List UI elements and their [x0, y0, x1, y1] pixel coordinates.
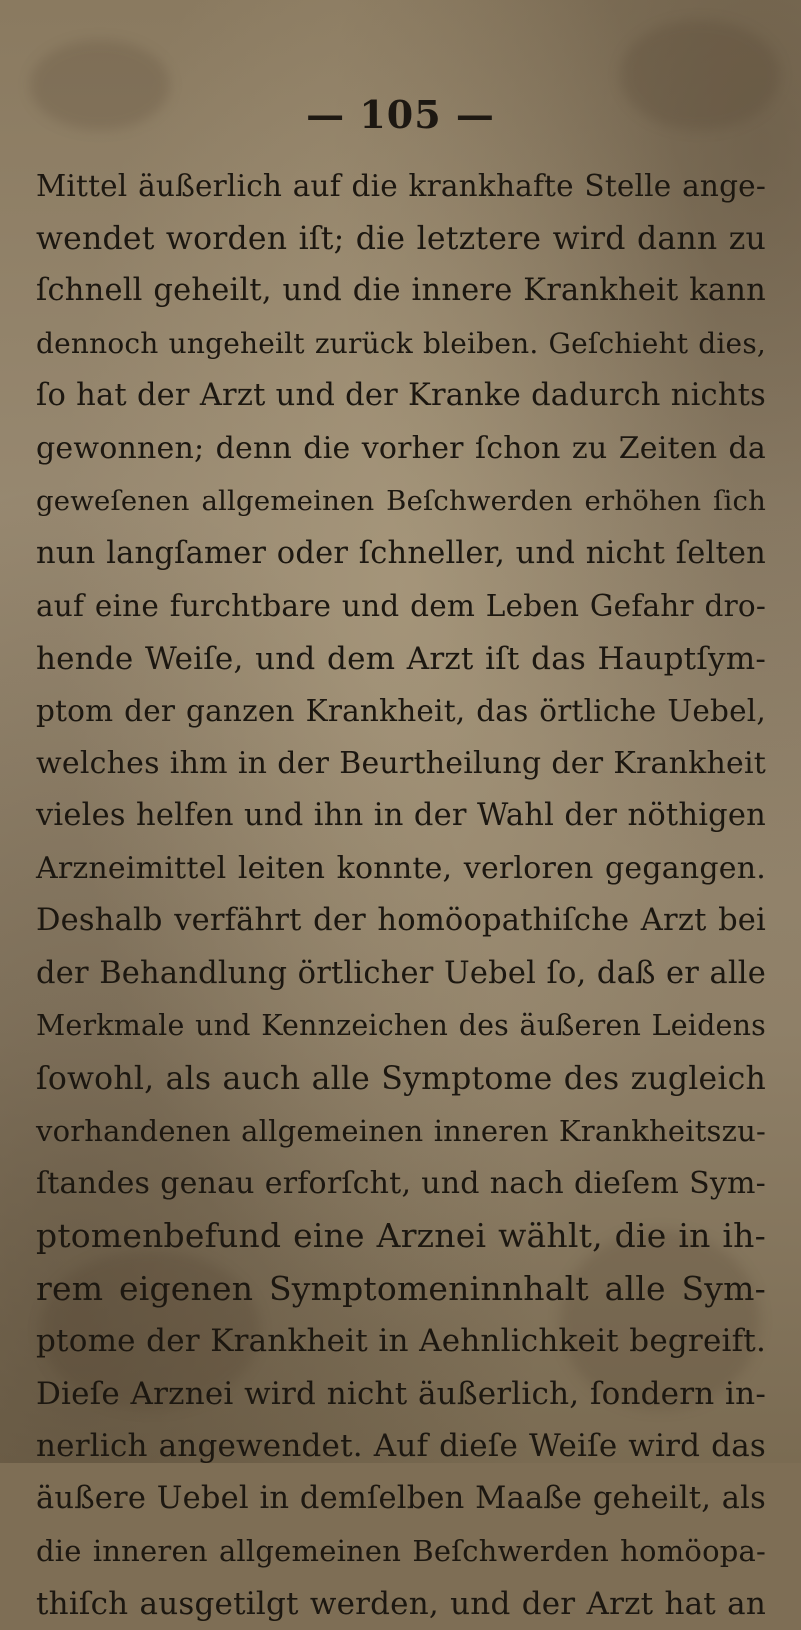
text-line: Arzneimittel leiten konnte, verloren gegangen. [36, 843, 766, 896]
text-line: ptomenbefund eine Arznei wählt, die in ih- [36, 1210, 766, 1263]
page-number: — 105 — [0, 92, 801, 137]
text-line: nun langſamer oder ſchneller, und nicht ſelten [36, 528, 766, 581]
text-line: Mittel äußerlich auf die krankhafte Stelle ange- [36, 160, 766, 213]
text-line: ptome der Krankheit in Aehnlichkeit begreift. [36, 1315, 766, 1368]
text-line: thiſch ausgetilgt werden, und der Arzt hat an [36, 1578, 766, 1630]
text-line: Deshalb verfährt der homöopathiſche Arzt bei [36, 895, 766, 948]
text-line: ptom der ganzen Krankheit, das örtliche Uebel, [36, 685, 766, 738]
text-line: die inneren allgemeinen Beſchwerden homöopa- [36, 1525, 766, 1578]
text-line: ſtandes genau erforſcht, und nach dieſem Sym- [36, 1158, 766, 1211]
text-line: geweſenen allgemeinen Beſchwerden erhöhen ſich [36, 475, 766, 528]
text-line: Dieſe Arznei wird nicht äußerlich, ſondern in- [36, 1368, 766, 1421]
text-line: der Behandlung örtlicher Uebel ſo, daß er alle [36, 948, 766, 1001]
text-line: äußere Uebel in demſelben Maaße geheilt, als [36, 1473, 766, 1526]
text-line: Merkmale und Kennzeichen des äußeren Leidens [36, 1000, 766, 1053]
text-line: wendet worden iſt; die letztere wird dann zu [36, 213, 766, 266]
text-line: nerlich angewendet. Auf dieſe Weiſe wird das [36, 1420, 766, 1473]
text-line: ſchnell geheilt, und die innere Krankheit kann [36, 265, 766, 318]
body-text [36, 160, 766, 1630]
text-line: auf eine furchtbare und dem Leben Gefahr dro- [36, 580, 766, 633]
text-line: ſowohl, als auch alle Symptome des zugleich [36, 1053, 766, 1106]
text-line: rem eigenen Symptomeninnhalt alle Sym- [36, 1263, 766, 1316]
text-line: welches ihm in der Beurtheilung der Krankheit [36, 738, 766, 791]
text-line: gewonnen; denn die vorher ſchon zu Zeiten da [36, 423, 766, 476]
text-line: vorhandenen allgemeinen inneren Krankheitszu- [36, 1105, 766, 1158]
text-line: dennoch ungeheilt zurück bleiben. Geſchieht dies, [36, 318, 766, 371]
text-line: ſo hat der Arzt und der Kranke dadurch nichts [36, 370, 766, 423]
text-line: hende Weiſe, und dem Arzt iſt das Hauptſym- [36, 633, 766, 686]
text-line: vieles helfen und ihn in der Wahl der nöthigen [36, 790, 766, 843]
